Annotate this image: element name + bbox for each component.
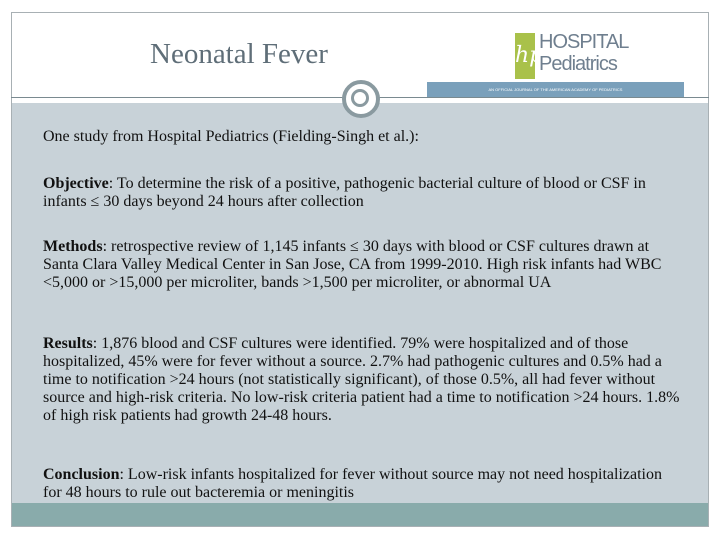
footer-bar	[12, 503, 708, 526]
results-label: Results	[43, 335, 93, 352]
results-text: : 1,876 blood and CSF cultures were identified. 79% were hospitalized and of those hospitalized, 45% were for fever without a source. 2.7% had pathogenic cultures and 0.5% had a time to notification >24 hours (not statistically significant), of those 0.5%, all had fever without source and high-risk criteria. No low-risk criteria patient had a time to notification >24 hours. 1.8% of high risk patients had growth 24-48 hours.	[43, 335, 680, 424]
objective-text: : To determine the risk of a positive, pathogenic bacterial culture of blood or CSF in infants ≤ 30 days beyond 24 hours after collection	[43, 175, 646, 210]
methods-paragraph	[43, 238, 683, 292]
intro-text: One study from Hospital Pediatrics (Fielding-Singh et al.):	[43, 128, 419, 145]
results-paragraph	[43, 335, 683, 425]
conclusion-paragraph	[43, 466, 683, 502]
methods-text: : retrospective review of 1,145 infants ≤ 30 days with blood or CSF cultures drawn at Santa Clara Valley Medical Center in San Jose, CA from 1999-2010. High risk infants had WBC <5,000 or >15,000 per microliter, bands >1,500 per microliter, or abnormal UA	[43, 238, 662, 291]
objective-paragraph	[43, 175, 683, 211]
objective-label: Objective	[43, 175, 109, 192]
logo-tagline: AN OFFICIAL JOURNAL OF THE AMERICAN ACADEMY OF PEDIATRICS	[427, 82, 684, 98]
slide-title: Neonatal Fever	[150, 38, 328, 70]
conclusion-label: Conclusion	[43, 466, 120, 483]
methods-label: Methods	[43, 238, 103, 255]
conclusion-text: : Low-risk infants hospitalized for fever without source may not need hospitalization for 48 hours to rule out bacteremia or meningitis	[43, 466, 662, 501]
logo-mark-icon: hp	[515, 33, 535, 79]
hospital-pediatrics-logo	[427, 30, 684, 98]
circle-ornament-icon	[342, 80, 380, 118]
logo-line2: Pediatrics	[539, 53, 617, 75]
logo-line1: HOSPITAL	[539, 31, 629, 53]
content-area	[12, 103, 708, 503]
